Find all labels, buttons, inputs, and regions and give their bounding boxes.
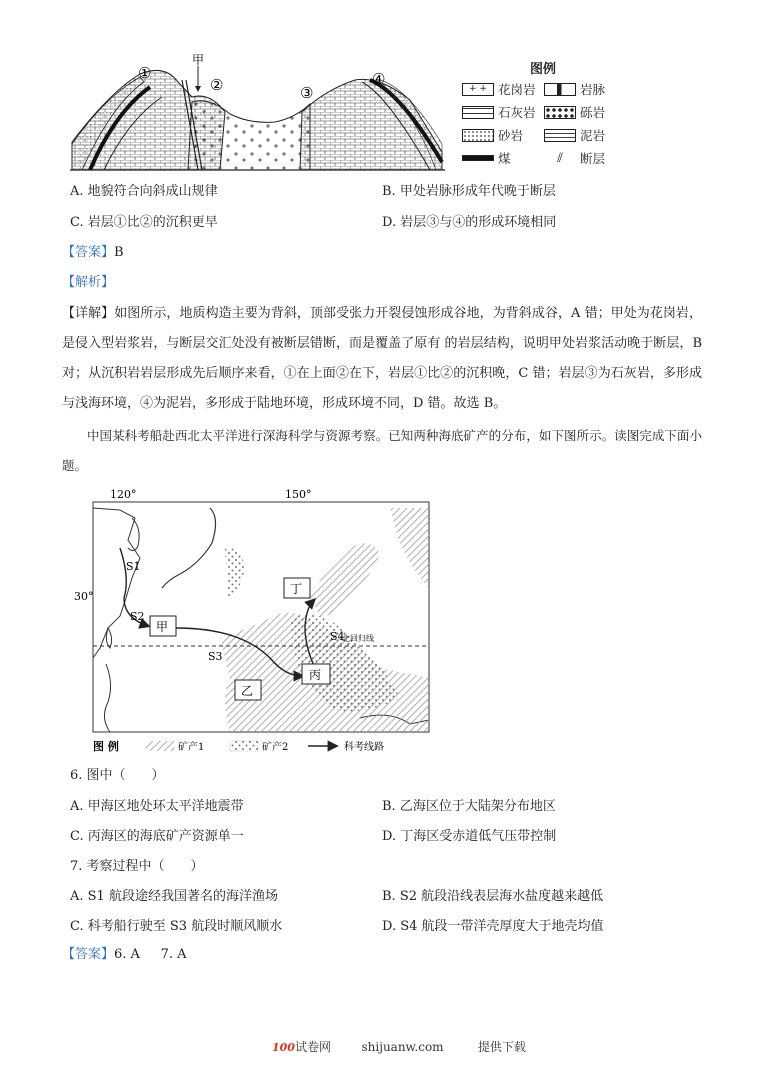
analysis-tag: 【解析】: [62, 275, 115, 290]
q7-option-c: C. 科考船行驶至 S3 航段时顺风顺水: [70, 919, 283, 934]
route-s4-label: S4: [330, 630, 345, 643]
legend-coal: 煤: [462, 149, 544, 167]
route-s2-label: S2: [130, 610, 145, 623]
legend-mineral2-swatch: [230, 741, 258, 751]
place-jia: 甲: [156, 620, 169, 634]
place-bing: 丙: [309, 668, 322, 682]
legend-mineral1-label: 矿产1: [178, 742, 205, 753]
lon-150: 150°: [285, 488, 312, 501]
q7-option-d: D. S4 航段一带洋壳厚度大于地壳均值: [382, 919, 604, 934]
map-svg: [74, 488, 440, 756]
site-domain: shijuanw.com: [361, 1040, 444, 1054]
legend-granite: + + 花岗岩: [462, 80, 544, 98]
label-jia: 甲: [192, 53, 205, 67]
q7-option-b: B. S2 航段沿线表层海水盐度越来越低: [382, 889, 604, 904]
fault-icon: ⫽: [557, 150, 563, 166]
route-s1-label: S1: [126, 560, 141, 573]
prev-option-c: C. 岩层①比②的沉积更早: [70, 215, 218, 230]
q7-option-a: A. S1 航段途经我国著名的海洋渔场: [70, 889, 278, 904]
granite-core: [188, 101, 310, 170]
site-name: 试卷网: [294, 1040, 331, 1054]
prev-option-d: D. 岩层③与④的形成环境相同: [382, 215, 557, 230]
prev-option-b: B. 甲处岩脉形成年代晚于断层: [382, 184, 556, 199]
legend-sandstone: 砂岩: [462, 126, 544, 144]
legend-fault: ⫽ 断层: [544, 149, 624, 167]
legend-mineral1-swatch: [146, 741, 174, 751]
intro-paragraph: 中国某科考船赴西北太平洋进行深海科学与资源考察。已知两种海底矿产的分布，如下图所示。读图完成下面小题。: [62, 428, 702, 473]
map-figure: [74, 488, 440, 756]
route-s3-label: S3: [208, 650, 223, 663]
prev-option-a: A. 地貌符合向斜成山规律: [70, 184, 218, 199]
legend-route-label: 科考线路: [344, 742, 384, 753]
tropic-label: 北回归线: [342, 634, 374, 643]
prev-answer: [62, 243, 124, 263]
detail-paragraph: [62, 299, 702, 419]
answers-tag: 【答案】: [62, 947, 115, 962]
geology-figure: [70, 52, 450, 177]
detail-tag: 【详解】: [62, 306, 115, 321]
legend-conglomerate: 砾岩: [544, 103, 624, 121]
legend-limestone: 石灰岩: [462, 103, 544, 121]
label-4: ④: [372, 70, 386, 88]
q6-option-d: D. 丁海区受赤道低气压带控制: [382, 829, 557, 844]
legend-mineral2-label: 矿产2: [262, 742, 289, 753]
page-footer: [272, 1038, 526, 1055]
answer-7: 7. A: [160, 947, 187, 962]
q6-option-c: C. 丙海区的海底矿产资源单一: [70, 829, 244, 844]
figure1-legend: [462, 80, 622, 167]
answer-6: 6. A: [114, 947, 140, 962]
answer-value: B: [114, 245, 124, 260]
geology-section-svg: [70, 52, 450, 177]
q7-stem: 7. 考察过程中（ ）: [70, 859, 204, 874]
place-ding: 丁: [290, 582, 303, 596]
lat-30: 30°: [74, 590, 94, 603]
lon-120: 120°: [110, 488, 137, 501]
place-yi: 乙: [241, 684, 254, 698]
q6-option-a: A. 甲海区地处环太平洋地震带: [70, 799, 244, 814]
answers-6-7: [62, 945, 187, 965]
q6-option-b: B. 乙海区位于大陆架分布地区: [382, 799, 556, 814]
answer-tag: 【答案】: [62, 245, 115, 260]
map-legend-title: 图 例: [93, 740, 119, 753]
label-2: ②: [210, 76, 224, 94]
legend-mudstone: 泥岩: [544, 126, 624, 144]
q6-stem: 6. 图中（ ）: [70, 768, 165, 783]
legend-dike: 岩脉: [544, 80, 624, 98]
detail-text: 如图所示，地质构造主要为背斜，顶部受张力开裂侵蚀形成谷地，为背斜成谷，A 错；甲处为花岗岩，是侵入型岩浆岩，与断层交汇处没有被断层错断，而是覆盖了原有 的岩层结构，说明甲处岩浆活动晚于断层，B 对；从沉积岩岩层形成先后顺序来看，①在上面②在下，岩层①比②的沉积晚，C 错；岩层③为石灰岩，多形成与浅海环境，④为泥岩，多形成于陆地环境，形成环境不同，D 错。故选 B。: [62, 306, 702, 411]
site-logo: 100: [272, 1041, 295, 1054]
label-1: ①: [138, 64, 152, 82]
label-3: ③: [300, 84, 314, 102]
figure1-legend-title: 图例: [530, 62, 557, 77]
download-text: 提供下载: [477, 1040, 526, 1054]
